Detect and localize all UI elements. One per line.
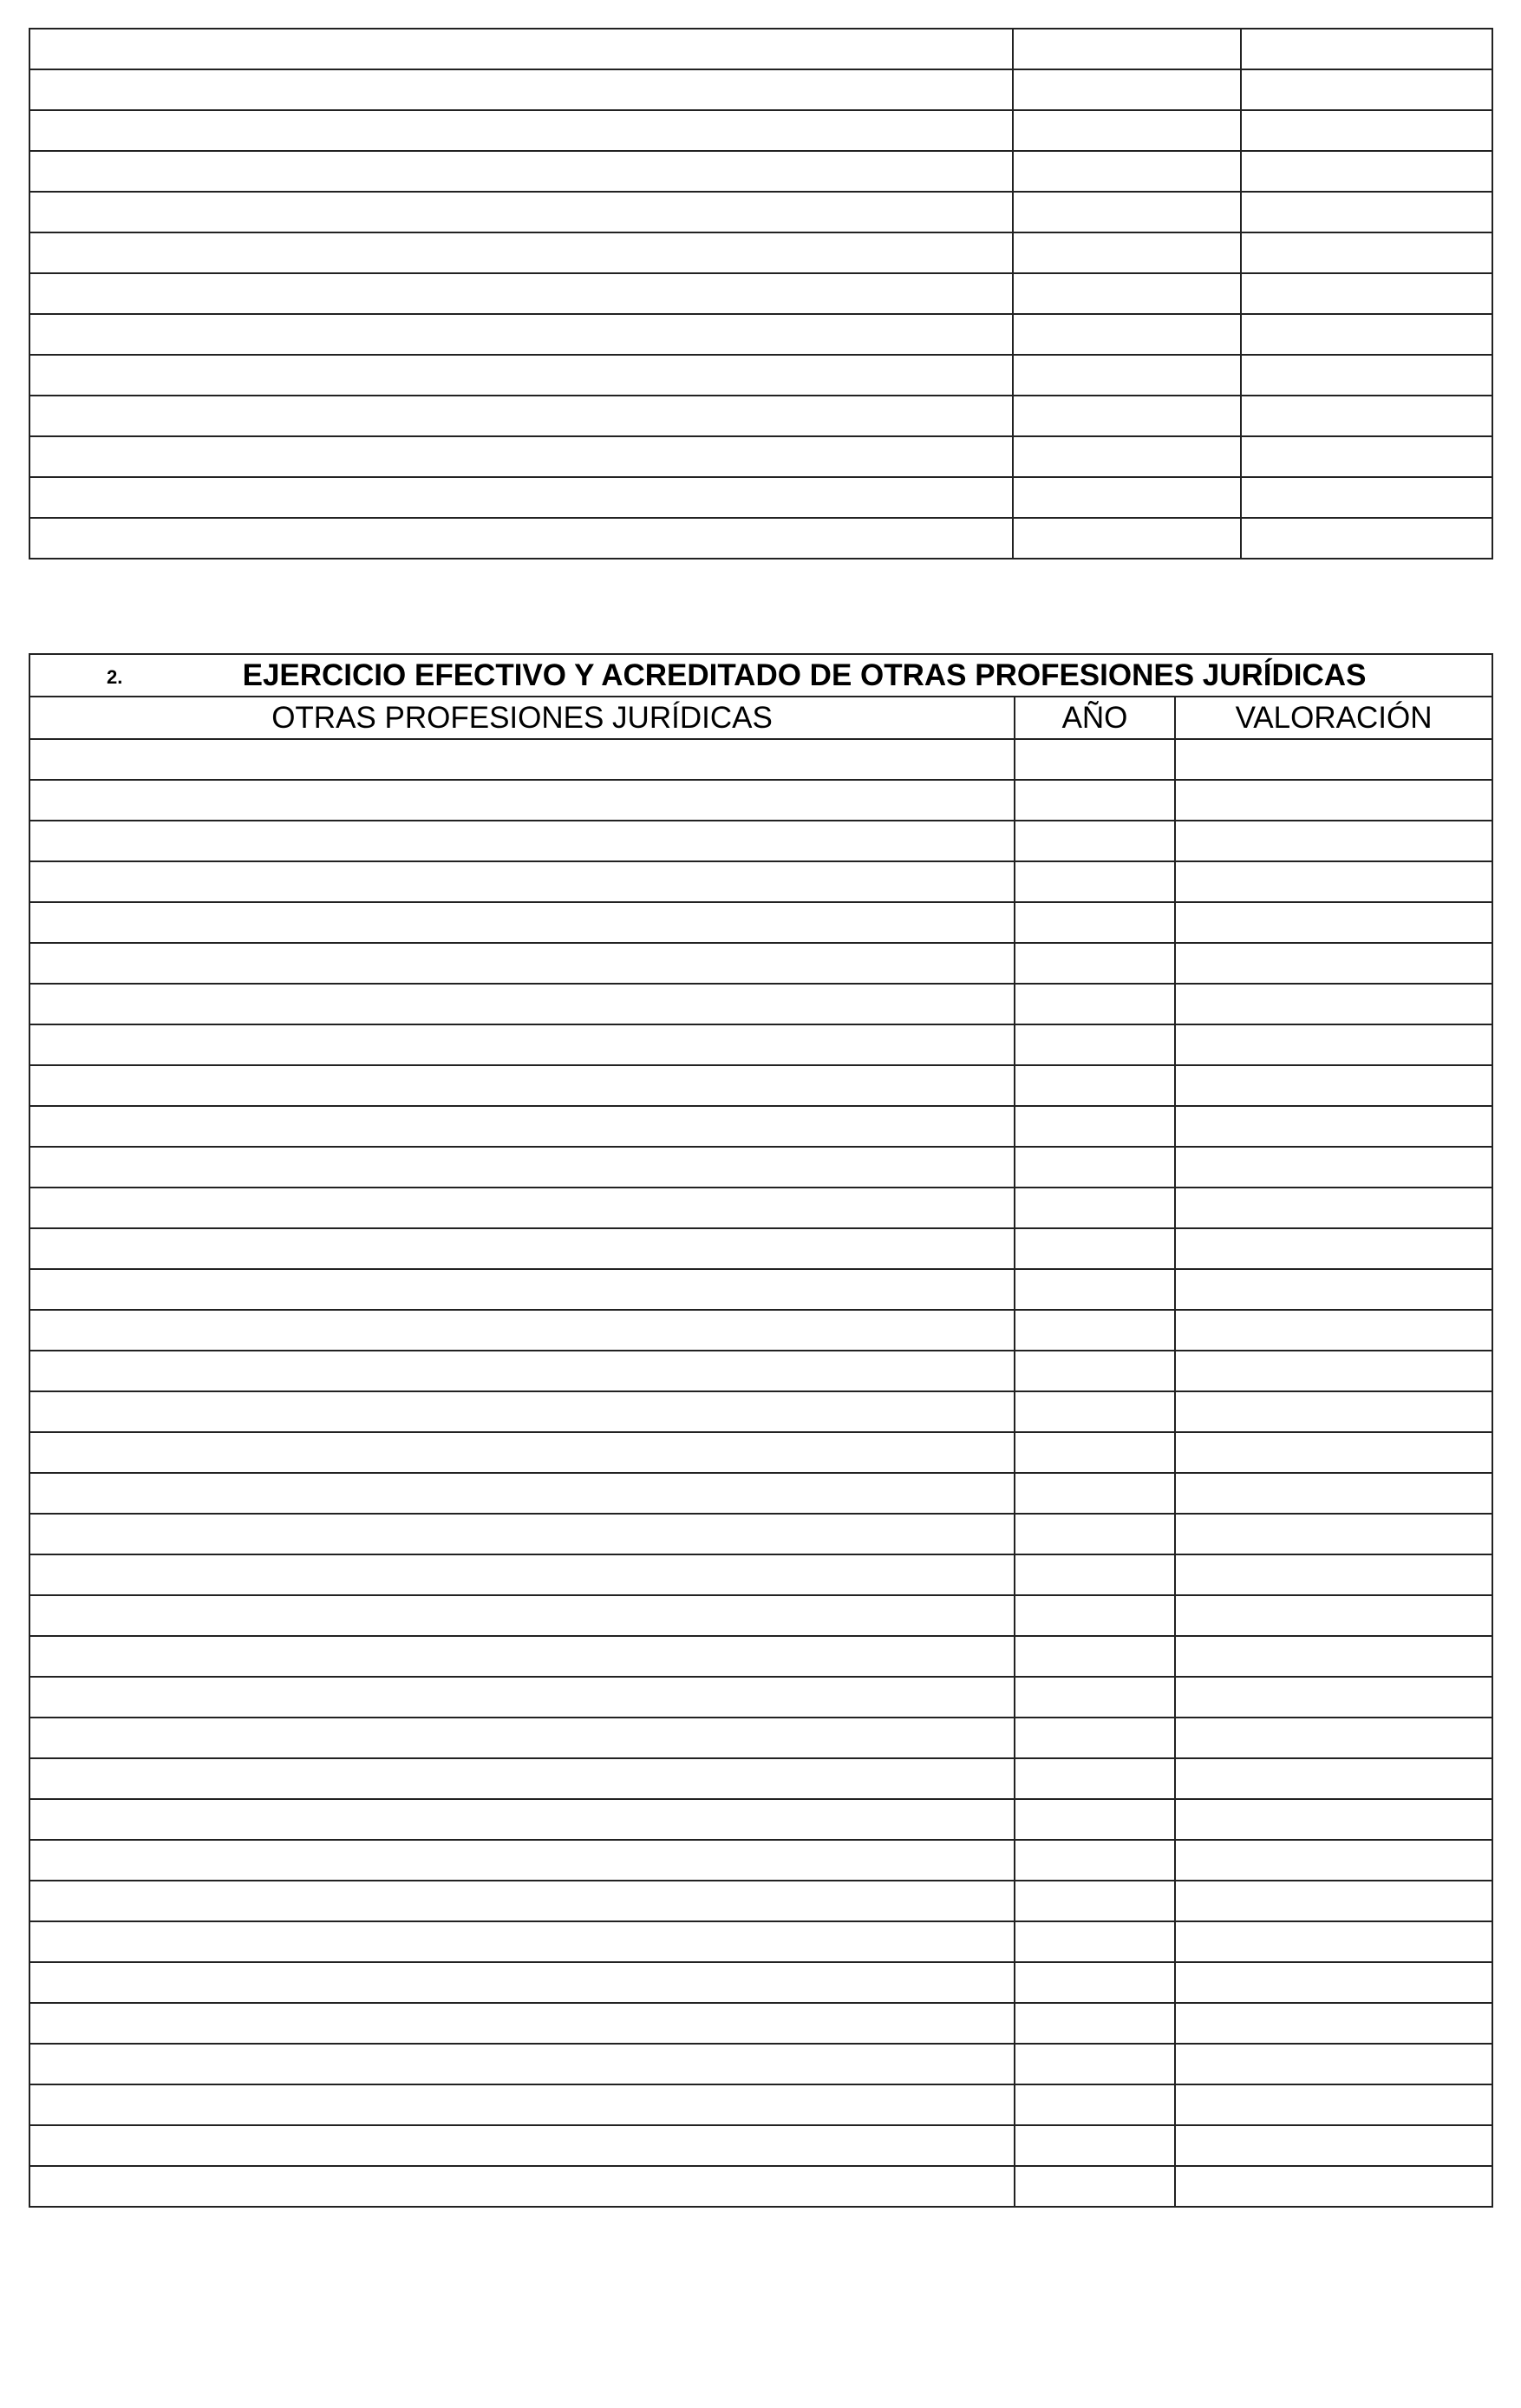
continuation-table-row <box>29 69 1492 110</box>
continuation-table-rating-cell[interactable] <box>1241 355 1492 396</box>
section-2-rating-cell[interactable] <box>1175 1106 1492 1147</box>
section-2-year-cell[interactable] <box>1015 1677 1175 1718</box>
section-2-table-body <box>29 654 1492 2207</box>
continuation-table-row <box>29 273 1492 314</box>
section-2-profession-cell[interactable] <box>29 1962 1015 2003</box>
section-2-rating-cell[interactable] <box>1175 1065 1492 1106</box>
section-2-row <box>29 1921 1492 1962</box>
section-2-rating-cell[interactable] <box>1175 1473 1492 1514</box>
section-2-rating-cell[interactable] <box>1175 1514 1492 1554</box>
continuation-table-row <box>29 232 1492 273</box>
section-2-profession-cell[interactable] <box>29 2003 1015 2044</box>
continuation-table-year-cell[interactable] <box>1013 477 1241 518</box>
section-2-profession-cell[interactable] <box>29 1758 1015 1799</box>
section-2-rating-cell[interactable] <box>1175 1188 1492 1228</box>
section-2-year-cell[interactable] <box>1015 1351 1175 1391</box>
continuation-table-year-cell[interactable] <box>1013 192 1241 232</box>
section-2-year-cell[interactable] <box>1015 1595 1175 1636</box>
section-2-rating-cell[interactable] <box>1175 780 1492 821</box>
section-2-rating-cell[interactable] <box>1175 1147 1492 1188</box>
section-2-profession-cell[interactable] <box>29 1636 1015 1677</box>
section-2-year-cell[interactable] <box>1015 780 1175 821</box>
continuation-table-rating-cell[interactable] <box>1241 273 1492 314</box>
section-2-year-cell[interactable] <box>1015 739 1175 780</box>
continuation-table-row <box>29 29 1492 69</box>
section-2-row <box>29 739 1492 780</box>
section-2-profession-cell[interactable] <box>29 1065 1015 1106</box>
section-2-rating-cell[interactable] <box>1175 1718 1492 1758</box>
section-2-profession-cell[interactable] <box>29 902 1015 943</box>
continuation-table-year-cell[interactable] <box>1013 355 1241 396</box>
section-2-rating-cell[interactable] <box>1175 1432 1492 1473</box>
section-2-year-cell[interactable] <box>1015 2003 1175 2044</box>
section-2-rating-cell[interactable] <box>1175 984 1492 1024</box>
section-2-profession-cell[interactable] <box>29 1881 1015 1921</box>
section-2-profession-cell[interactable] <box>29 1840 1015 1881</box>
section-2-year-cell[interactable] <box>1015 1758 1175 1799</box>
section-2-row <box>29 1351 1492 1391</box>
section-2-profession-cell[interactable] <box>29 984 1015 1024</box>
section-2-profession-cell[interactable] <box>29 1269 1015 1310</box>
section-2-profession-cell[interactable] <box>29 1228 1015 1269</box>
section-2-row <box>29 1024 1492 1065</box>
section-2-profession-cell[interactable] <box>29 2166 1015 2207</box>
section-2-row <box>29 821 1492 861</box>
section-2-rating-cell[interactable] <box>1175 1881 1492 1921</box>
section-2-profession-cell[interactable] <box>29 2125 1015 2166</box>
section-2-profession-cell[interactable] <box>29 1432 1015 1473</box>
section-2-year-cell[interactable] <box>1015 1921 1175 1962</box>
continuation-table-year-cell[interactable] <box>1013 396 1241 436</box>
section-2-year-cell[interactable] <box>1015 2125 1175 2166</box>
section-2-row <box>29 1595 1492 1636</box>
continuation-table-year-cell[interactable] <box>1013 151 1241 192</box>
section-2-year-cell[interactable] <box>1015 1799 1175 1840</box>
section-2-profession-cell[interactable] <box>29 1595 1015 1636</box>
section-2-rating-cell[interactable] <box>1175 2125 1492 2166</box>
section-2-year-cell[interactable] <box>1015 1269 1175 1310</box>
continuation-table-description-cell[interactable] <box>29 192 1013 232</box>
section-2-year-cell[interactable] <box>1015 1310 1175 1351</box>
section-2-rating-cell[interactable] <box>1175 943 1492 984</box>
section-2-profession-cell[interactable] <box>29 1391 1015 1432</box>
section-2-rating-cell[interactable] <box>1175 1840 1492 1881</box>
section-2-row <box>29 1147 1492 1188</box>
column-header-year: AÑO <box>1015 697 1175 739</box>
section-2-year-cell[interactable] <box>1015 1432 1175 1473</box>
section-2-rating-cell[interactable] <box>1175 1677 1492 1718</box>
section-2-row <box>29 943 1492 984</box>
continuation-table-description-cell[interactable] <box>29 314 1013 355</box>
section-2-year-cell[interactable] <box>1015 1065 1175 1106</box>
continuation-table-row <box>29 436 1492 477</box>
section-2-profession-cell[interactable] <box>29 1147 1015 1188</box>
section-2-year-cell[interactable] <box>1015 1962 1175 2003</box>
section-2-row <box>29 1881 1492 1921</box>
section-2-profession-cell[interactable] <box>29 1024 1015 1065</box>
continuation-table-year-cell[interactable] <box>1013 69 1241 110</box>
section-2-row <box>29 2084 1492 2125</box>
section-2-row <box>29 1228 1492 1269</box>
section-2-row <box>29 1840 1492 1881</box>
section-2-rating-cell[interactable] <box>1175 1962 1492 2003</box>
section-2-rating-cell[interactable] <box>1175 1799 1492 1840</box>
continuation-table-year-cell[interactable] <box>1013 273 1241 314</box>
continuation-table-rating-cell[interactable] <box>1241 232 1492 273</box>
section-2-row <box>29 1799 1492 1840</box>
section-title: EJERCICIO EFECTIVO Y ACREDITADO DE OTRAS PROFESIONES JURÍDICAS <box>242 658 1367 692</box>
section-2-row <box>29 1718 1492 1758</box>
section-2-year-cell[interactable] <box>1015 984 1175 1024</box>
continuation-table-rating-cell[interactable] <box>1241 314 1492 355</box>
section-2-profession-cell[interactable] <box>29 1718 1015 1758</box>
continuation-table-year-cell[interactable] <box>1013 110 1241 151</box>
section-2-year-cell[interactable] <box>1015 1718 1175 1758</box>
continuation-table-description-cell[interactable] <box>29 396 1013 436</box>
section-2-year-cell[interactable] <box>1015 2166 1175 2207</box>
section-2-profession-cell[interactable] <box>29 943 1015 984</box>
section-2-row <box>29 1391 1492 1432</box>
section-2-profession-cell[interactable] <box>29 821 1015 861</box>
section-2-row <box>29 1636 1492 1677</box>
section-2-year-cell[interactable] <box>1015 1106 1175 1147</box>
section-2-rating-cell[interactable] <box>1175 1351 1492 1391</box>
section-2-profession-cell[interactable] <box>29 2044 1015 2084</box>
section-2-rating-cell[interactable] <box>1175 1269 1492 1310</box>
section-2-profession-cell[interactable] <box>29 780 1015 821</box>
continuation-table-rating-cell[interactable] <box>1241 151 1492 192</box>
section-2-profession-cell[interactable] <box>29 1188 1015 1228</box>
continuation-table-year-cell[interactable] <box>1013 314 1241 355</box>
section-2-row <box>29 1432 1492 1473</box>
section-2-row <box>29 2044 1492 2084</box>
section-2-profession-cell[interactable] <box>29 861 1015 902</box>
column-header-profession: OTRAS PROFESIONES JURÍDICAS <box>29 697 1015 739</box>
continuation-table-year-cell[interactable] <box>1013 518 1241 559</box>
section-2-row <box>29 1310 1492 1351</box>
section-2-year-cell[interactable] <box>1015 1473 1175 1514</box>
section-title-cell <box>29 654 1492 697</box>
section-2-year-cell[interactable] <box>1015 861 1175 902</box>
section-2-table <box>29 653 1493 2208</box>
section-2-year-cell[interactable] <box>1015 1391 1175 1432</box>
continuation-table-description-cell[interactable] <box>29 518 1013 559</box>
column-header-rating: VALORACIÓN <box>1175 697 1492 739</box>
section-2-rating-cell[interactable] <box>1175 1595 1492 1636</box>
section-2-year-cell[interactable] <box>1015 1554 1175 1595</box>
section-2-rating-cell[interactable] <box>1175 1024 1492 1065</box>
section-2-rating-cell[interactable] <box>1175 1758 1492 1799</box>
section-2-year-cell[interactable] <box>1015 1188 1175 1228</box>
section-2-profession-cell[interactable] <box>29 1473 1015 1514</box>
section-2-row <box>29 1106 1492 1147</box>
continuation-table <box>29 28 1493 559</box>
section-2-rating-cell[interactable] <box>1175 902 1492 943</box>
continuation-table-row <box>29 477 1492 518</box>
section-2-year-cell[interactable] <box>1015 1514 1175 1554</box>
section-2-row <box>29 1269 1492 1310</box>
section-2-row <box>29 984 1492 1024</box>
section-2-year-cell[interactable] <box>1015 2044 1175 2084</box>
section-2-rating-cell[interactable] <box>1175 2084 1492 2125</box>
section-2-year-cell[interactable] <box>1015 902 1175 943</box>
continuation-table-row <box>29 314 1492 355</box>
column-header-row <box>29 697 1492 739</box>
section-2-profession-cell[interactable] <box>29 1310 1015 1351</box>
continuation-table-rating-cell[interactable] <box>1241 518 1492 559</box>
continuation-table-rating-cell[interactable] <box>1241 69 1492 110</box>
section-2-year-cell[interactable] <box>1015 1024 1175 1065</box>
section-2-rating-cell[interactable] <box>1175 1554 1492 1595</box>
continuation-table-description-cell[interactable] <box>29 69 1013 110</box>
continuation-table-year-cell[interactable] <box>1013 436 1241 477</box>
continuation-table-rating-cell[interactable] <box>1241 192 1492 232</box>
section-2-row <box>29 861 1492 902</box>
section-2-row <box>29 2166 1492 2207</box>
continuation-table-row <box>29 518 1492 559</box>
section-2-row <box>29 2125 1492 2166</box>
continuation-table-row <box>29 355 1492 396</box>
continuation-table-description-cell[interactable] <box>29 477 1013 518</box>
continuation-table-rating-cell[interactable] <box>1241 29 1492 69</box>
section-2-year-cell[interactable] <box>1015 1881 1175 1921</box>
section-2-row <box>29 1554 1492 1595</box>
section-2-year-cell[interactable] <box>1015 943 1175 984</box>
continuation-table-year-cell[interactable] <box>1013 29 1241 69</box>
continuation-table-description-cell[interactable] <box>29 29 1013 69</box>
continuation-table-year-cell[interactable] <box>1013 232 1241 273</box>
section-2-rating-cell[interactable] <box>1175 2044 1492 2084</box>
continuation-table-description-cell[interactable] <box>29 110 1013 151</box>
section-2-rating-cell[interactable] <box>1175 1391 1492 1432</box>
section-2-row <box>29 1962 1492 2003</box>
continuation-table-body <box>29 29 1492 559</box>
section-2-year-cell[interactable] <box>1015 1636 1175 1677</box>
section-2-row <box>29 1473 1492 1514</box>
continuation-table-rating-cell[interactable] <box>1241 110 1492 151</box>
section-2-row <box>29 2003 1492 2044</box>
section-2-year-cell[interactable] <box>1015 1840 1175 1881</box>
section-2-rating-cell[interactable] <box>1175 1310 1492 1351</box>
section-2-profession-cell[interactable] <box>29 1554 1015 1595</box>
section-2-year-cell[interactable] <box>1015 821 1175 861</box>
continuation-table-description-cell[interactable] <box>29 273 1013 314</box>
continuation-table-row <box>29 151 1492 192</box>
section-2-profession-cell[interactable] <box>29 2084 1015 2125</box>
section-2-year-cell[interactable] <box>1015 1228 1175 1269</box>
continuation-table-description-cell[interactable] <box>29 355 1013 396</box>
section-2-rating-cell[interactable] <box>1175 739 1492 780</box>
section-title-row <box>29 654 1492 697</box>
section-2-profession-cell[interactable] <box>29 1677 1015 1718</box>
continuation-table-rating-cell[interactable] <box>1241 436 1492 477</box>
section-2-rating-cell[interactable] <box>1175 2166 1492 2207</box>
section-2-profession-cell[interactable] <box>29 1351 1015 1391</box>
section-2-profession-cell[interactable] <box>29 1106 1015 1147</box>
section-2-row <box>29 1188 1492 1228</box>
section-2-rating-cell[interactable] <box>1175 1921 1492 1962</box>
section-2-rating-cell[interactable] <box>1175 2003 1492 2044</box>
section-2-row <box>29 780 1492 821</box>
section-2-rating-cell[interactable] <box>1175 821 1492 861</box>
section-2-row <box>29 1758 1492 1799</box>
section-2-row <box>29 1677 1492 1718</box>
section-2-row <box>29 1065 1492 1106</box>
continuation-table-description-cell[interactable] <box>29 151 1013 192</box>
section-2-rating-cell[interactable] <box>1175 1636 1492 1677</box>
continuation-table-description-cell[interactable] <box>29 436 1013 477</box>
section-2-rating-cell[interactable] <box>1175 1228 1492 1269</box>
section-2-profession-cell[interactable] <box>29 1514 1015 1554</box>
section-2-profession-cell[interactable] <box>29 1921 1015 1962</box>
section-2-row <box>29 902 1492 943</box>
continuation-table-rating-cell[interactable] <box>1241 477 1492 518</box>
continuation-table-row <box>29 110 1492 151</box>
continuation-table-rating-cell[interactable] <box>1241 396 1492 436</box>
section-2-row <box>29 1514 1492 1554</box>
section-number: 2. <box>107 666 123 688</box>
section-2-profession-cell[interactable] <box>29 1799 1015 1840</box>
section-2-year-cell[interactable] <box>1015 2084 1175 2125</box>
continuation-table-description-cell[interactable] <box>29 232 1013 273</box>
continuation-table-row <box>29 396 1492 436</box>
section-2-year-cell[interactable] <box>1015 1147 1175 1188</box>
section-2-profession-cell[interactable] <box>29 739 1015 780</box>
continuation-table-row <box>29 192 1492 232</box>
section-2-rating-cell[interactable] <box>1175 861 1492 902</box>
